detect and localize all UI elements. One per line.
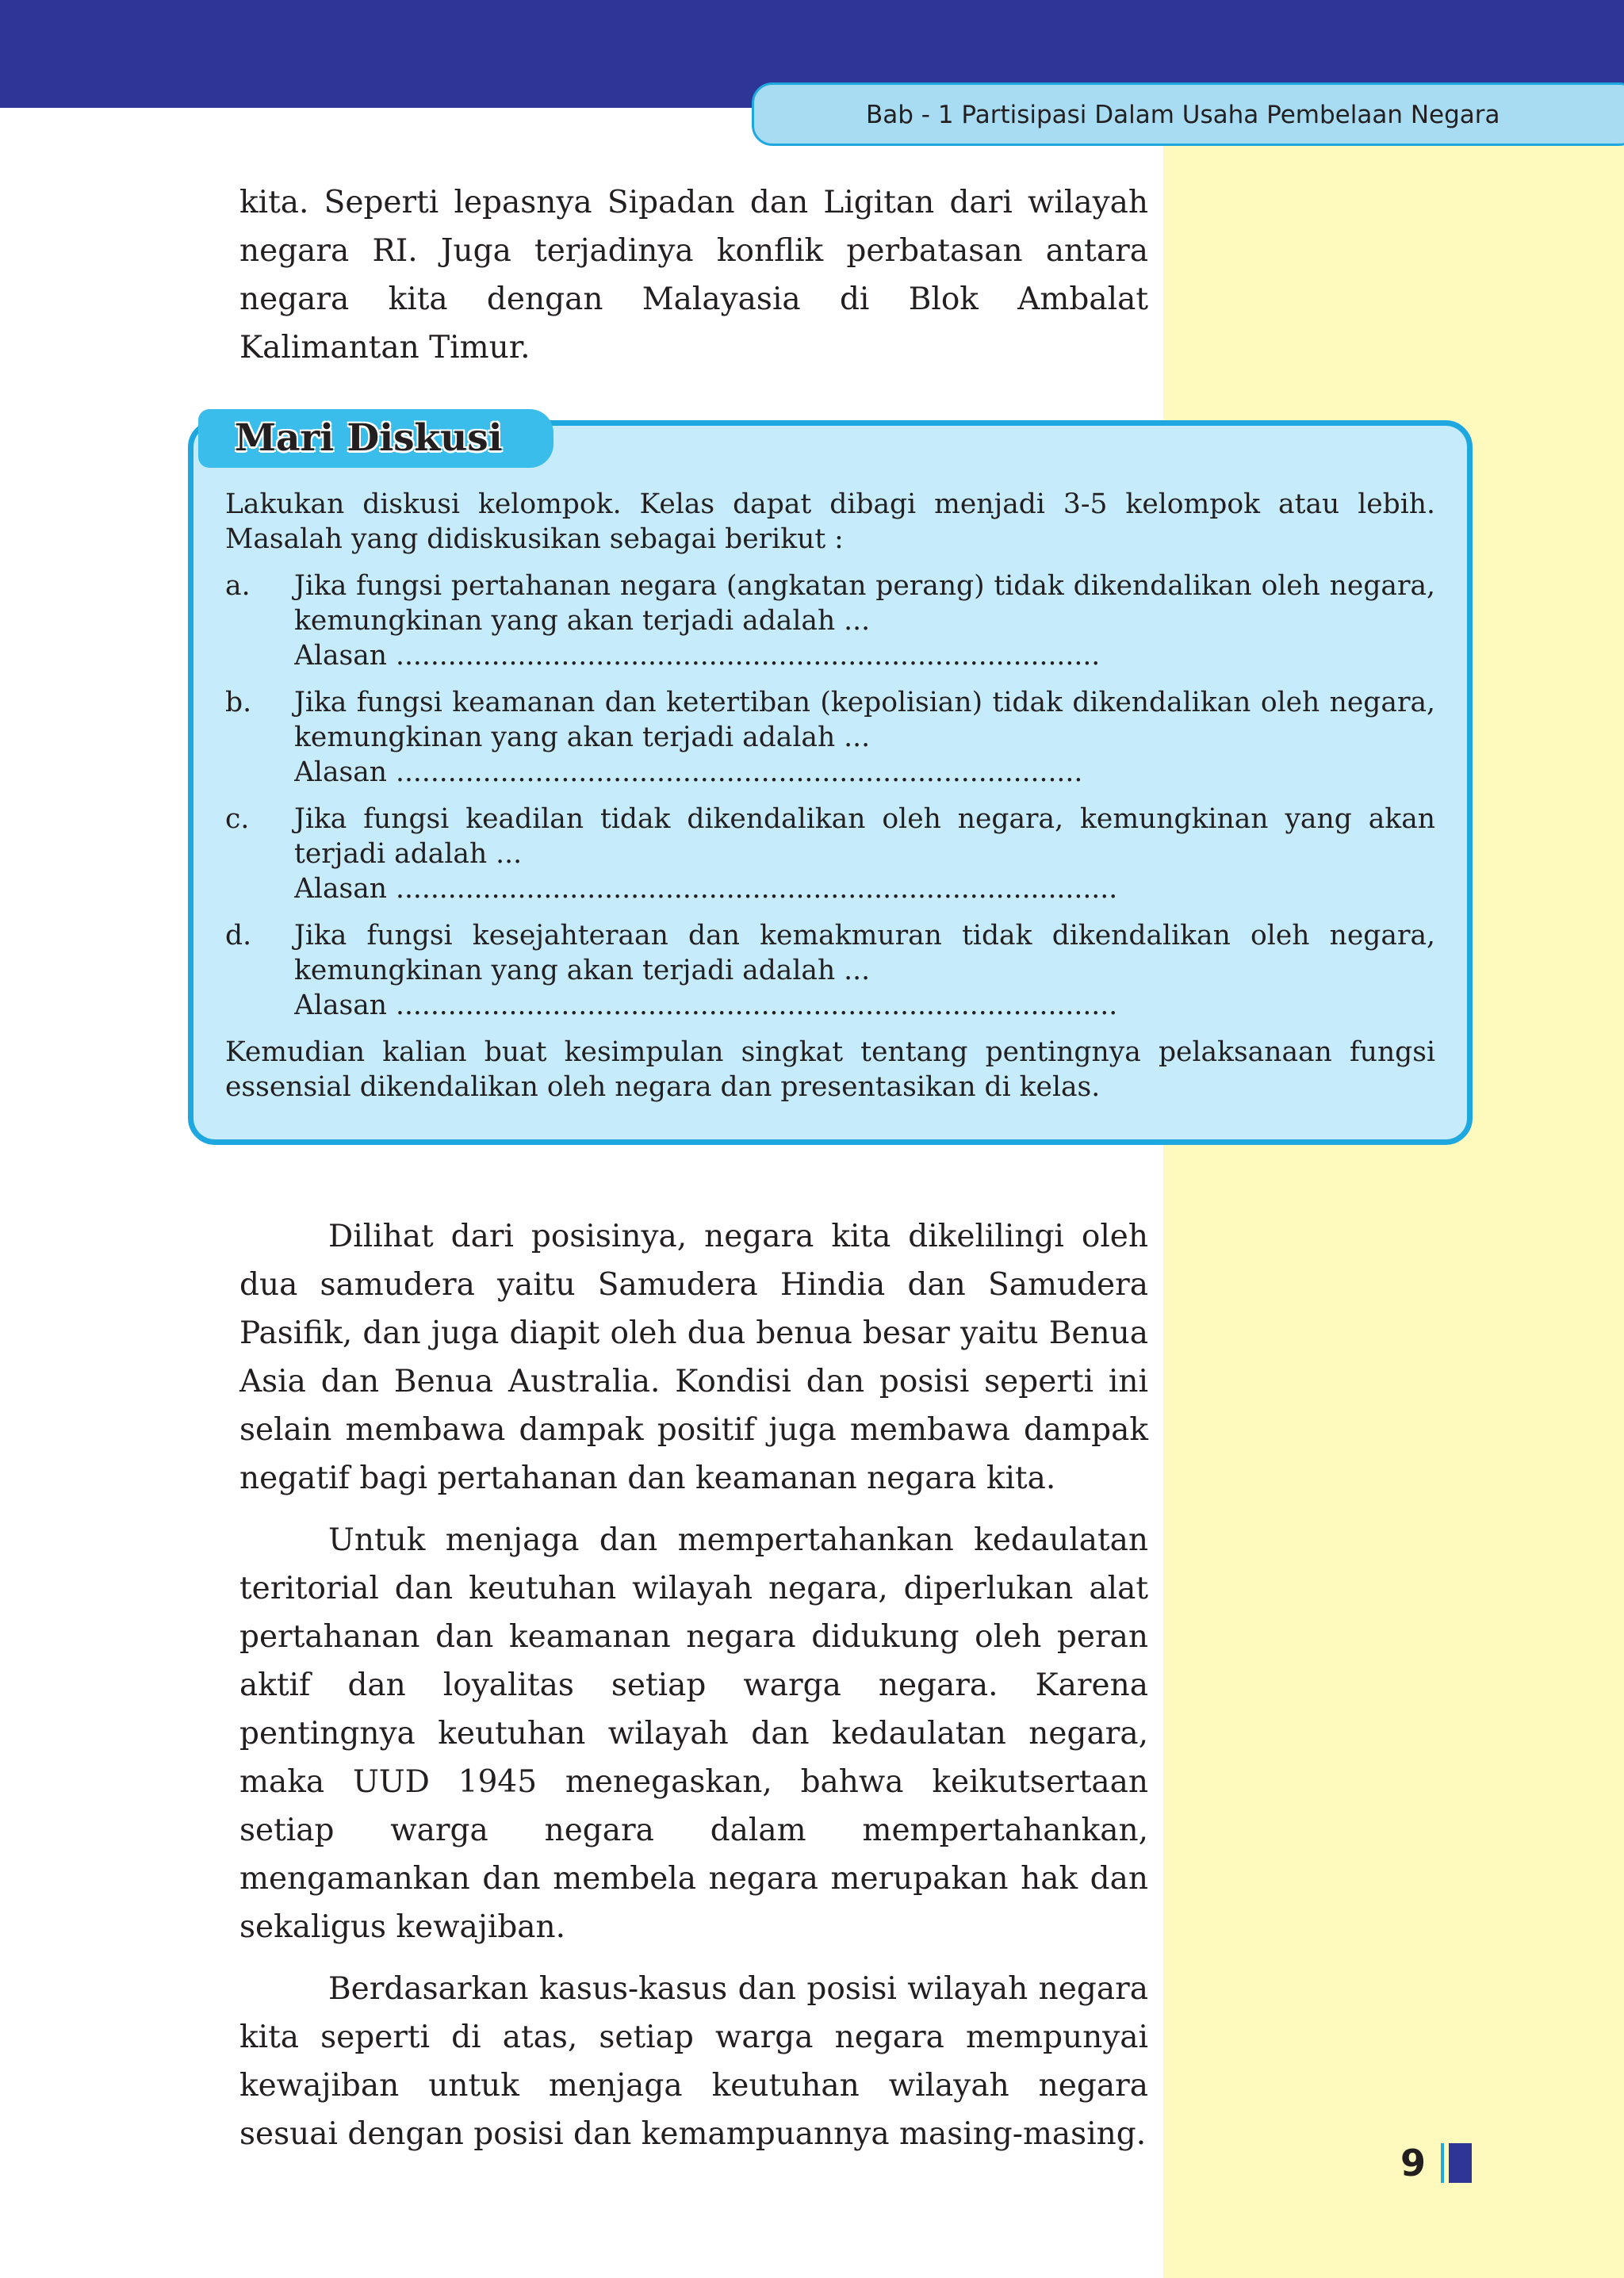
- body-paragraph-1: Dilihat dari posisinya, negara kita dikelilingi oleh dua samudera yaitu Samudera Hindia dan Samudera Pasifik, dan juga diapit oleh dua benua besar yaitu Benua Asia dan Benua Australia. Kondisi dan posisi seperti ini selain membawa dampak positif juga membawa dampak negatif bagi pertahanan dan keamanan negara kita.: [239, 1219, 1148, 1496]
- item-letter: b.: [225, 687, 252, 718]
- item-letter: c.: [225, 803, 250, 835]
- item-question: Jika fungsi keamanan dan ketertiban (kepolisian) tidak dikendalikan oleh negara, kemungkinan yang akan terjadi adalah ...: [294, 687, 1435, 753]
- body-paragraph-3: Berdasarkan kasus-kasus dan posisi wilayah negara kita seperti di atas, setiap warga negara mempunyai kewajiban untuk menjaga keutuhan wilayah negara sesuai dengan posisi dan kemampuannya masing-masing.: [239, 1971, 1148, 2152]
- body-paragraph-2: Untuk menjaga dan mempertahankan kedaulatan teritorial dan keutuhan wilayah negara, diperlukan alat pertahanan dan keamanan negara didukung oleh peran aktif dan loyalitas setiap warga negara. Karena pentingnya keutuhan wilayah dan kedaulatan negara, maka UUD 1945 menegaskan, bahwa keikutsertaan setiap warga negara dalam mempertahankan, mengamankan dan membela negara merupakan hak dan sekaligus kewajiban.: [239, 1522, 1148, 1945]
- item-reason-line: Alasan .................................................................................: [294, 640, 1101, 672]
- intro-paragraph-block: [239, 178, 1148, 385]
- item-question: Jika fungsi kesejahteraan dan kemakmuran tidak dikendalikan oleh negara, kemungkinan yang akan terjadi adalah ...: [294, 920, 1435, 986]
- item-question: Jika fungsi keadilan tidak dikendalikan oleh negara, kemungkinan yang akan terjadi adalah ...: [294, 803, 1435, 870]
- page-number-marker: [1449, 2143, 1472, 2183]
- discussion-intro: Lakukan diskusi kelompok. Kelas dapat dibagi menjadi 3-5 kelompok atau lebih. Masalah yang didiskusikan sebagai berikut :: [225, 488, 1435, 555]
- discussion-content: [225, 487, 1435, 1105]
- main-text-block: [239, 1212, 1148, 2172]
- page-number: 9: [1400, 2142, 1426, 2184]
- item-letter: d.: [225, 920, 252, 951]
- item-reason-line: Alasan ...................................................................................: [294, 990, 1118, 1021]
- item-letter: a.: [225, 570, 251, 602]
- chapter-title: Bab - 1 Partisipasi Dalam Usaha Pembelaan Negara: [866, 101, 1500, 129]
- discussion-item-d: [225, 918, 1435, 1023]
- discussion-closing: Kemudian kalian buat kesimpulan singkat tentang pentingnya pelaksanaan fungsi essensial dikendalikan oleh negara dan presentasikan di kelas.: [225, 1036, 1435, 1103]
- item-reason-line: Alasan ...................................................................................: [294, 873, 1118, 905]
- discussion-item-a: [225, 569, 1435, 673]
- item-question: Jika fungsi pertahanan negara (angkatan perang) tidak dikendalikan oleh negara, kemungkinan yang akan terjadi adalah ...: [294, 570, 1435, 637]
- intro-paragraph: kita. Seperti lepasnya Sipadan dan Ligitan dari wilayah negara RI. Juga terjadinya konflik perbatasan antara negara kita dengan Malayasia di Blok Ambalat Kalimantan Timur.: [239, 185, 1148, 366]
- discussion-item-c: [225, 802, 1435, 906]
- item-reason-line: Alasan ...............................................................................: [294, 756, 1083, 788]
- discussion-title: Mari Diskusi: [235, 416, 503, 460]
- page-number-accent: [1441, 2143, 1444, 2183]
- discussion-item-b: [225, 685, 1435, 790]
